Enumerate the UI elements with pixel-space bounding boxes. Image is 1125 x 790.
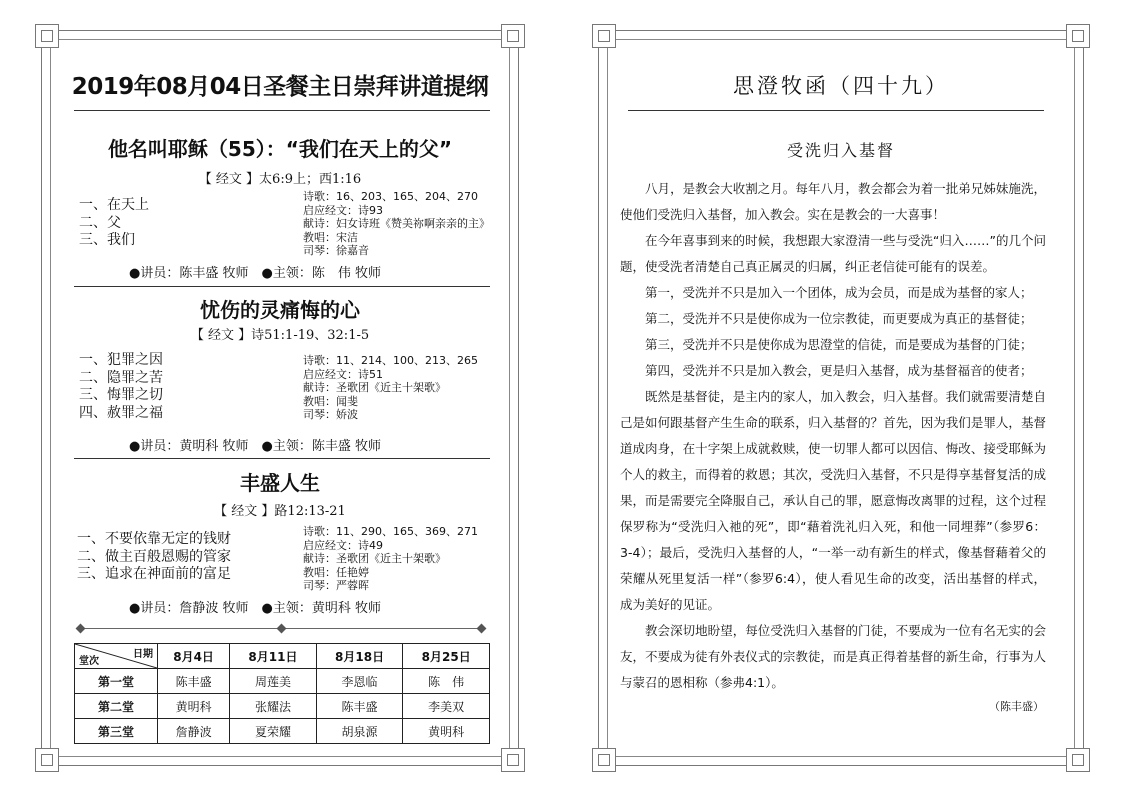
responsive-reading-line: 启应经文：诗51 [303, 367, 383, 381]
outline-point: 二、做主百般恩赐的管家 [77, 548, 231, 565]
pastoral-letter-panel [598, 30, 1084, 766]
sermon-title: 忧伤的灵痛悔的心 [200, 298, 360, 322]
divider [74, 286, 490, 287]
speakers-line: ●讲员：陈丰盛 牧师 ●主领：陈 伟 牧师 [129, 266, 381, 281]
responsive-reading-line: 启应经文：诗49 [303, 538, 383, 552]
hymns-line: 诗歌：11、214、100、213、265 [303, 354, 478, 367]
choir-line: 献诗：圣歌团《近主十架歌》 [303, 552, 446, 565]
hymns-line: 诗歌：16、203、165、204、270 [303, 190, 478, 203]
letter-author: （陈丰盛） [989, 700, 1044, 713]
paragraph: 第三，受洗并不只是使你成为思澄堂的信徒，而是要成为基督的门徒； [645, 337, 1033, 352]
preacher-cell: 李美双 [403, 694, 490, 719]
choir-line: 献诗：圣歌团《近主十架歌》 [303, 381, 446, 394]
outline-point: 二、父 [79, 214, 121, 231]
outline-point: 三、悔罪之切 [79, 387, 163, 403]
paragraph: 既然是基督徒，是主内的家人，加入教会，归入基督。我们就需要清楚自己是如何跟基督产生生命的联系，归入基督的？首先，因为我们是罪人，基督道成肉身，在十字架上成就救赎，使一切罪人都可以因信、悔改、接受耶稣为个人的救主，而得着的救恩；其次，受洗归入基督，不只是得享基督复活的成果，而是需要完全降服自己，承认自己的罪，愿意悔改离罪的过程，这个过程保罗称为“受洗归入祂的死”，即“藉着洗礼归入死，和他一同埋葬”（参罗6：3-4）；最后，受洗归入基督的人，“一举一动有新生的样式，像基督藉着父的荣耀从死里复活一样”（参罗6:4），使人看见生命的改变，活出基督的样式，成为美好的见证。 [620, 389, 1046, 612]
paragraph: 第二，受洗并不只是使你成为一位宗教徒，而更要成为真正的基督徒； [645, 311, 1033, 326]
speakers-line: ●讲员：黄明科 牧师 ●主领：陈丰盛 牧师 [129, 439, 381, 454]
paragraph: 教会深切地盼望，每位受洗归入基督的门徒，不要成为一位有名无实的会友，不要成为徒有外表仪式的宗教徒，而是真正得着基督的新生命，行事为人与蒙召的恩相称（参弗4:1）。 [620, 623, 1046, 690]
service-axis-label: 堂次 [79, 656, 99, 667]
paragraph: 在今年喜事到来的时候，我想跟大家澄清一些与受洗“归入……”的几个问题，使受洗者清楚自己真正属灵的归属，纠正老信徒可能有的误差。 [620, 233, 1046, 274]
choir-line: 献诗：妇女诗班《赞美祢啊亲亲的主》 [303, 217, 490, 230]
preacher-schedule-table [74, 643, 490, 744]
corner-ornament [1066, 748, 1090, 772]
corner-ornament [35, 748, 59, 772]
speakers-line: ●讲员：詹静波 牧师 ●主领：黄明科 牧师 [129, 601, 381, 616]
pianist-line: 司琴：严蓉晖 [303, 579, 369, 592]
preacher-cell: 詹静波 [158, 719, 230, 744]
song-leader-line: 教唱：任艳婷 [303, 565, 369, 579]
date-header: 8月4日 [158, 644, 230, 669]
outline-point: 一、犯罪之因 [79, 352, 163, 368]
letter-title: 思澄牧函（四十九） [733, 74, 949, 98]
divider [628, 110, 1044, 111]
preacher-cell: 胡泉源 [316, 719, 403, 744]
scripture-reference: 【 经文 】诗51:1-19、32:1-5 [190, 328, 370, 343]
outline-point: 四、赦罪之福 [79, 404, 163, 421]
preacher-cell: 夏荣耀 [230, 719, 317, 744]
table-row [75, 719, 490, 744]
preacher-cell: 陈丰盛 [158, 669, 230, 694]
hymns-line: 诗歌：11、290、165、369、271 [303, 525, 478, 538]
paragraph: 第一，受洗并不只是加入一个团体，成为会员，而是成为基督的家人； [645, 285, 1033, 300]
date-header: 8月25日 [403, 644, 490, 669]
table-header-row [75, 644, 490, 669]
sermon-outline [79, 197, 149, 250]
song-leader-line: 教唱：闻斐 [303, 394, 358, 408]
song-leader-line: 教唱：宋洁 [303, 230, 358, 244]
outline-panel [41, 30, 519, 766]
outline-point: 一、不要依靠无定的钱财 [77, 531, 231, 547]
preacher-cell: 周莲美 [230, 669, 317, 694]
date-header: 8月18日 [316, 644, 403, 669]
preacher-cell: 黄明科 [403, 719, 490, 744]
responsive-reading-line: 启应经文：诗93 [303, 203, 383, 217]
outline-point: 二、隐罪之苦 [79, 369, 163, 386]
sermon-outline [79, 352, 163, 422]
date-axis-label: 日期 [133, 649, 153, 660]
outline-point: 一、在天上 [79, 197, 149, 213]
service-name: 第一堂 [75, 669, 158, 694]
service-name: 第二堂 [75, 694, 158, 719]
corner-ornament [592, 24, 616, 48]
service-details [303, 190, 490, 258]
paragraph: 八月，是教会大收割之月。每年八月，教会都会为着一批弟兄姊妹施洗，使他们受洗归入基督，加入教会。实在是教会的一大喜事！ [620, 181, 1046, 222]
table-corner-cell [75, 644, 158, 669]
outline-point: 三、我们 [79, 232, 135, 248]
outline-point: 三、追求在神面前的富足 [77, 566, 231, 582]
table-row [75, 669, 490, 694]
pianist-line: 司琴：徐嘉音 [303, 244, 369, 257]
letter-subtitle: 受洗归入基督 [786, 141, 895, 160]
service-details [303, 525, 478, 593]
preacher-cell: 黄明科 [158, 694, 230, 719]
paragraph: 第四，受洗并不只是加入教会，更是归入基督，成为基督福音的使者； [645, 363, 1033, 378]
preacher-cell: 李恩临 [316, 669, 403, 694]
pianist-line: 司琴：娇波 [303, 408, 358, 421]
preacher-cell: 陈 伟 [403, 669, 490, 694]
divider [74, 110, 490, 111]
page-title: 2019年08月04日圣餐主日崇拜讲道提纲 [71, 74, 489, 100]
date-header: 8月11日 [230, 644, 317, 669]
divider [74, 458, 490, 459]
scripture-reference: 【 经文 】太6:9上；西1:16 [198, 172, 362, 187]
scripture-reference: 【 经文 】路12:13-21 [214, 504, 346, 519]
corner-ornament [35, 24, 59, 48]
service-details [303, 354, 478, 422]
letter-body [620, 176, 1046, 696]
corner-ornament [501, 748, 525, 772]
corner-ornament [1066, 24, 1090, 48]
preacher-cell: 张耀法 [230, 694, 317, 719]
table-row [75, 694, 490, 719]
corner-ornament [501, 24, 525, 48]
sermon-title: 他名叫耶稣（55）：“我们在天上的父” [107, 137, 453, 161]
corner-ornament [592, 748, 616, 772]
sermon-outline [77, 531, 231, 584]
sermon-title: 丰盛人生 [240, 471, 320, 495]
preacher-cell: 陈丰盛 [316, 694, 403, 719]
service-name: 第三堂 [75, 719, 158, 744]
